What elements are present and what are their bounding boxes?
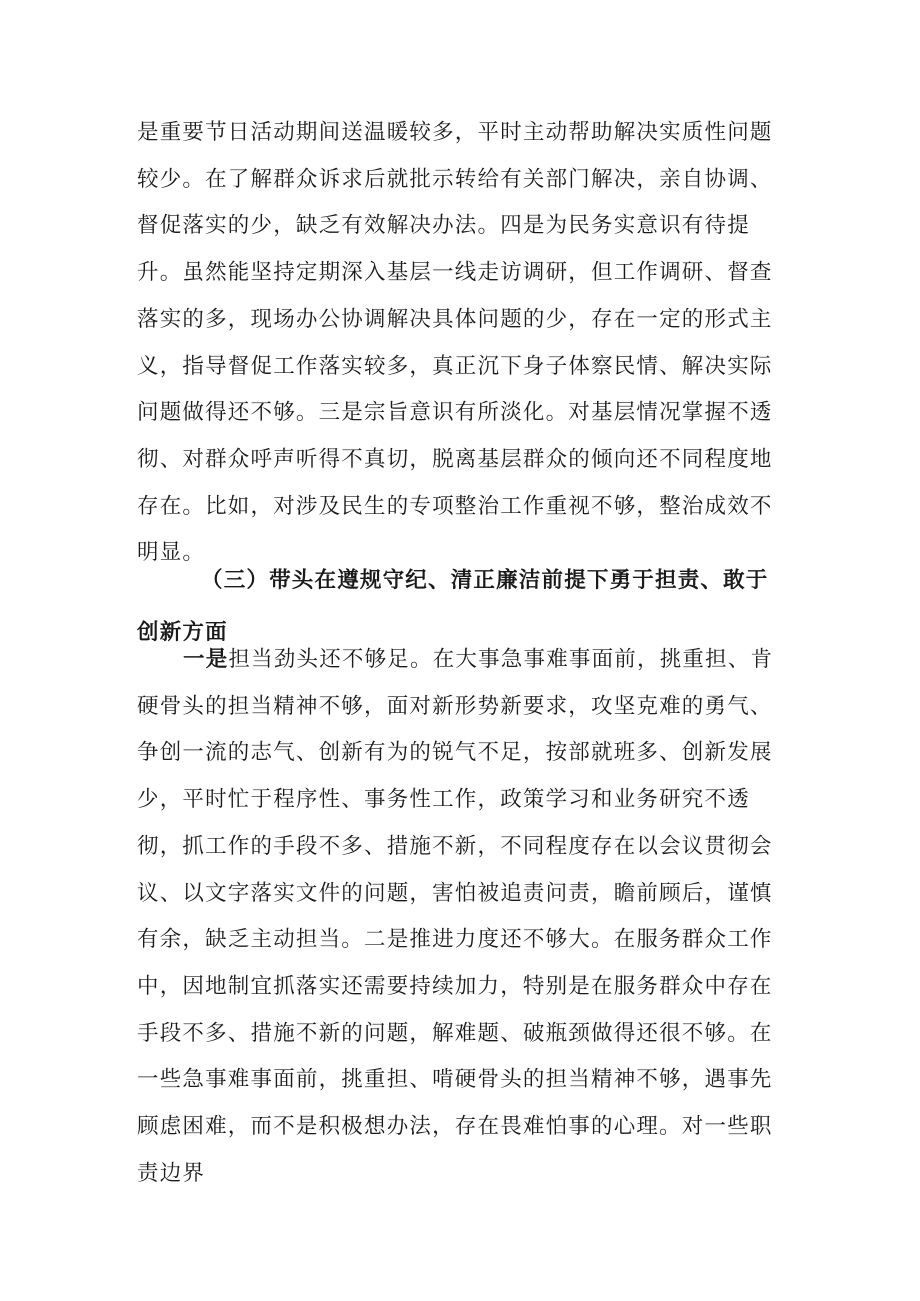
section-heading: （三）带头在遵规守纪、清正廉洁前提下勇于担责、敢于创新方面 [137,568,769,645]
paragraph-body-text: 担当劲头还不够足。在大事急事难事面前，挑重担、肯硬骨头的担当精神不够，面对新形势新要求，攻坚克难的勇气、争创一流的志气、创新有为的锐气不足，按部就班多、创新发展少，平时忙于程序性、事务性工作，政策学习和业务研究不透彻，抓工作的手段不多、措施不新，不同程度存在以会议贯彻会议、以文字落实文件的问题，害怕被追责问责，瞻前顾后，谨慎有余，缺乏主动担当。二是推进力度还不够大。在服务群众工作中，因地制宜抓落实还需要持续加力，特别是在服务群众中存在手段不多、措施不新的问题，解难题、破瓶颈做得还很不够。在一些急事难事面前，挑重担、啃硬骨头的担当精神不够，遇事先顾虑困难，而不是积极想办法，存在畏难怕事的心理。对一些职责边界 [137,647,774,1186]
body-paragraph-continued: 是重要节日活动期间送温暖较多，平时主动帮助解决实质性问题较少。在了解群众诉求后就批示转给有关部门解决，亲自协调、督促落实的少，缺乏有效解决办法。四是为民务实意识有待提升。虽然能坚持定期深入基层一线走访调研，但工作调研、督查落实的多，现场办公协调解决具体问题的少，存在一定的形式主义，指导督促工作落实较多，真正沉下身子体察民情、解决实际问题做得还不够。三是宗旨意识有所淡化。对基层情况掌握不透彻、对群众呼声听得不真切，脱离基层群众的倾向还不同程度地存在。比如，对涉及民生的专项整治工作重视不够，整治成效不明显。 [137,120,773,566]
body-paragraph [137,637,785,1197]
paragraph-lead-marker: 一是 [183,647,229,672]
